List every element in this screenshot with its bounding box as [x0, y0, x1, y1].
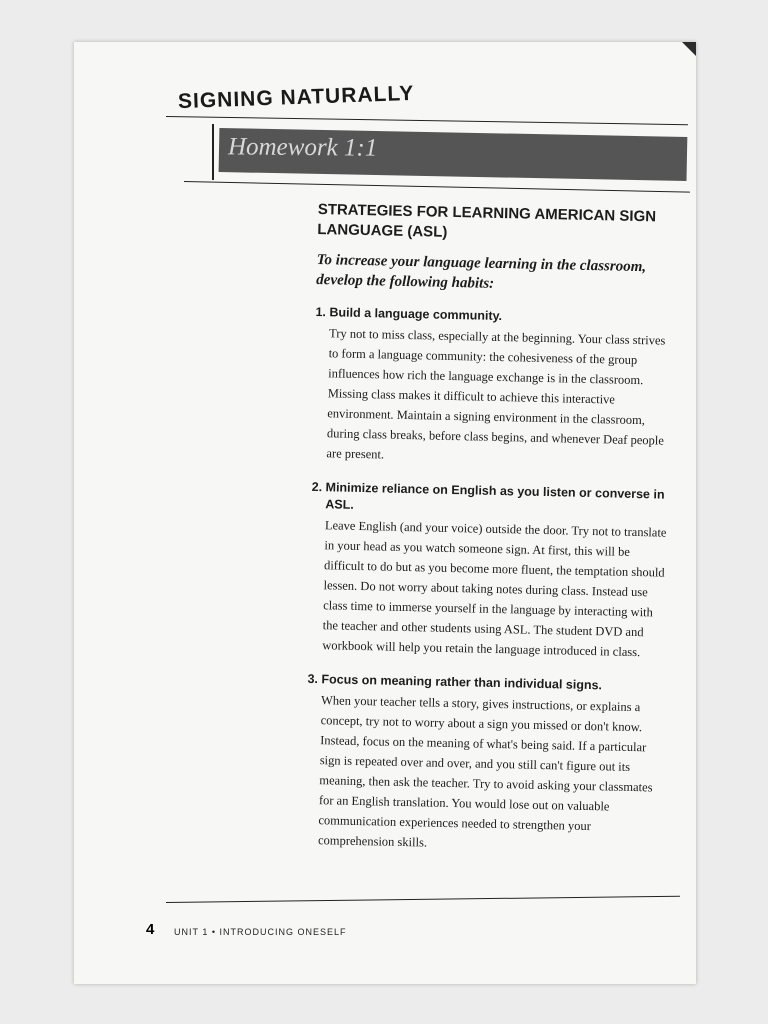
header-rule [166, 116, 688, 125]
page-corner [682, 42, 696, 56]
document-page [74, 42, 696, 984]
item-title: 2. Minimize reliance on English as you listen or converse in ASL. [311, 479, 665, 512]
item-body: When your teacher tells a story, gives instructions, or explains a concept, try not to worry about a sign you missed or don't know. Instead, focus on the meaning of what's being said. If a particular sign is repeated over and over, and you still can't figure out its meaning, then ask the teacher. Try to avoid asking your classmates for an English translation. You would lose out on valuable communication experiences needed to strengthen your comprehension skills. [317, 693, 653, 850]
article [303, 200, 677, 874]
article-intro: To increase your language learning in the classroom, develop the following habits: [316, 251, 647, 292]
footer-rule [166, 896, 680, 903]
banner-rule [184, 181, 690, 193]
running-footer: UNIT 1 • INTRODUCING ONESELF [174, 927, 347, 937]
list-item [312, 304, 675, 471]
list-item [304, 671, 668, 858]
homework-title: Homework 1:1 [227, 133, 378, 162]
header-frame-line [212, 124, 214, 180]
item-body: Leave English (and your voice) outside the door. Try not to translate in your head as you watch someone sign. At first, this will be difficult to do but as you become more fluent, the temptation should lessen. Do not worry about taking notes during class. Instead use class time to immerse yourself in the language by interacting with the teacher and other students using ASL. The student DVD and workbook will help you retain the language introduced in class. [322, 518, 667, 660]
page-number: 4 [146, 921, 155, 938]
book-title: SIGNING NATURALLY [177, 81, 415, 114]
item-title: 3. Focus on meaning rather than individual signs. [307, 671, 603, 693]
article-heading: STRATEGIES FOR LEARNING AMERICAN SIGN LANGUAGE (ASL) [317, 200, 657, 241]
item-title: 1. Build a language community. [315, 304, 503, 324]
item-body: Try not to miss class, especially at the beginning. Your class strives to form a language community: the cohesiveness of the group influences how rich the language exchange is in the classroom. Missing class makes it difficult to achieve this interactive environment. Maintain a signing environment in the classroom, during class breaks, before class begins, and whenever Deaf people are present. [326, 326, 666, 462]
list-item [308, 479, 672, 663]
